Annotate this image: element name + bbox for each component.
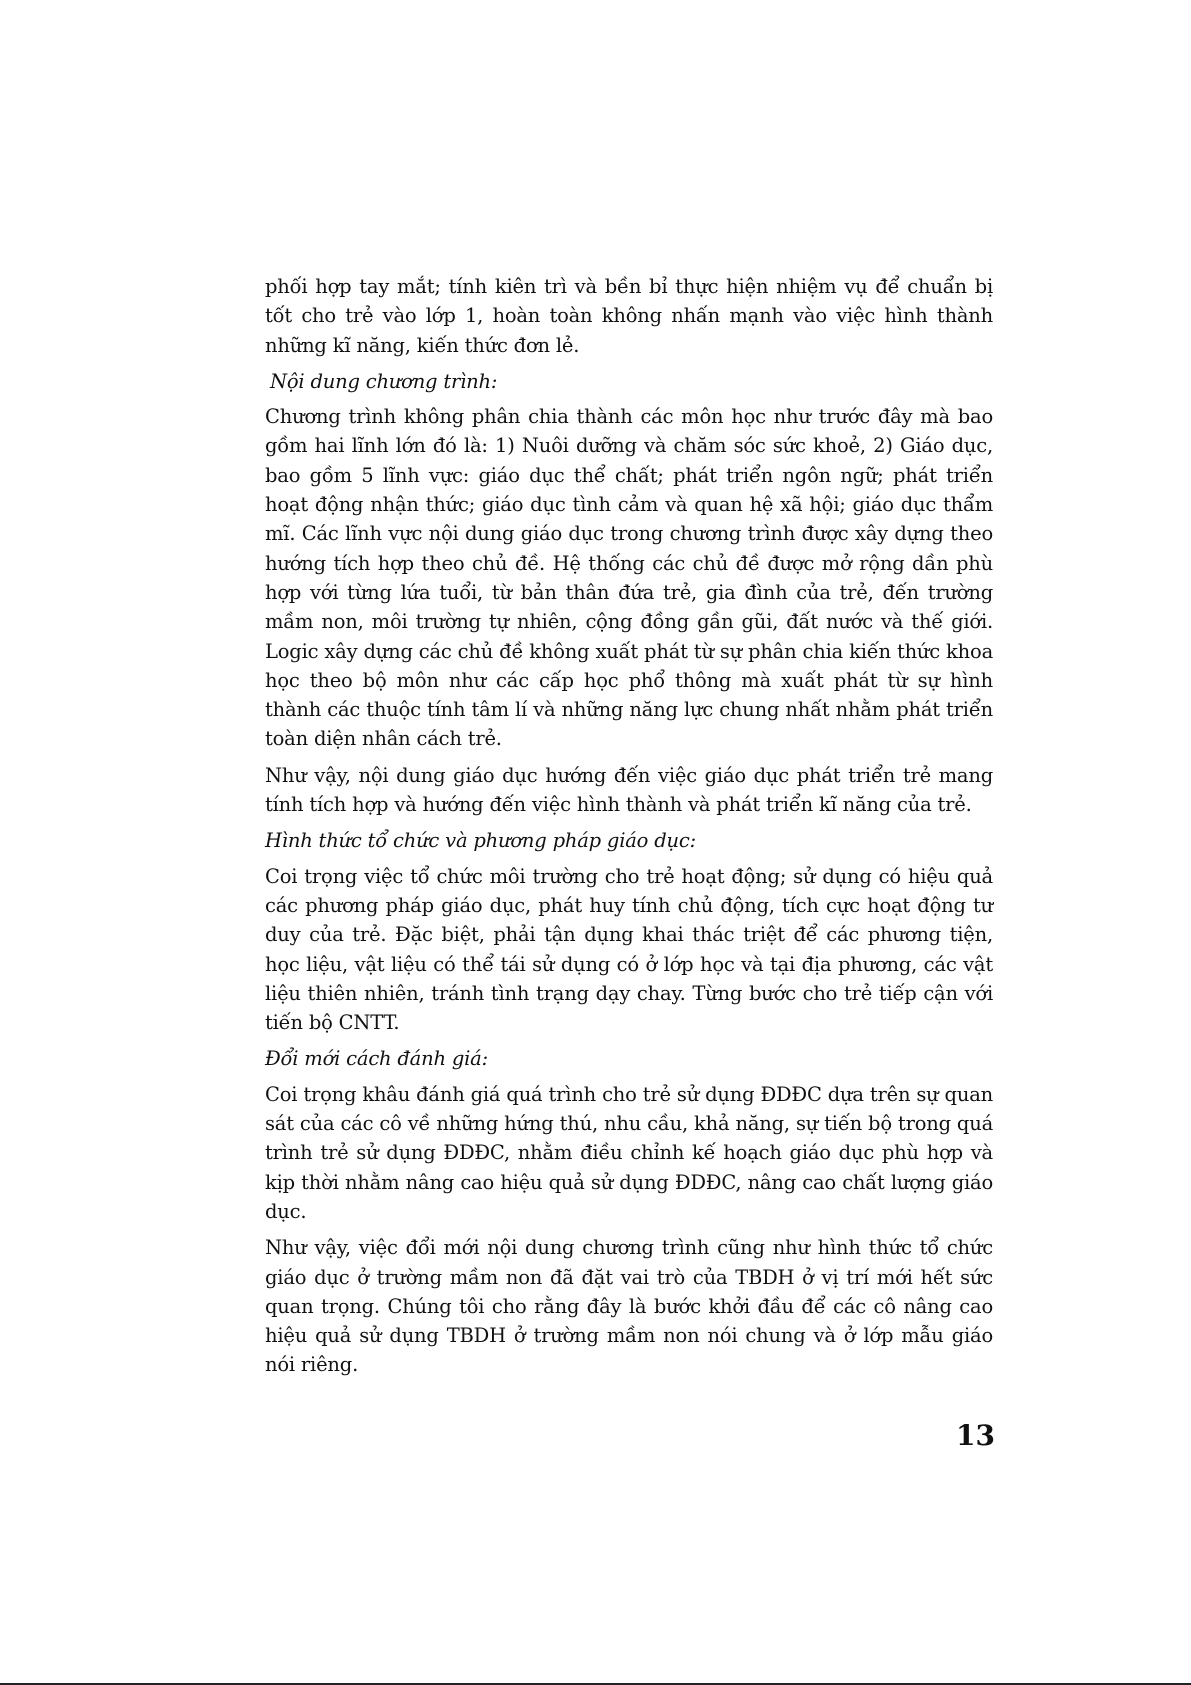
paragraph-conclusion: Như vậy, việc đổi mới nội dung chương trình cũng như hình thức tổ chức giáo dục ở trường mầm non đã đặt vai trò của TBDH ở vị trí mới hết sức quan trọng. Chúng tôi cho rằng đây là bước khởi đầu để các cô nâng cao hiệu quả sử dụng TBDH ở trường mầm non nói chung và ở lớp mẫu giáo nói riêng.	[265, 1236, 993, 1377]
body-text	[265, 272, 993, 1387]
heading-assessment-reform: Đổi mới cách đánh giá:	[265, 1047, 488, 1071]
heading-organization-methods: Hình thức tổ chức và phương pháp giáo dục:	[265, 829, 696, 853]
paragraph-continuation: phối hợp tay mắt; tính kiên trì và bền bỉ thực hiện nhiệm vụ để chuẩn bị tốt cho trẻ vào lớp 1, hoàn toàn không nhấn mạnh vào việc hình thành những kĩ năng, kiến thức đơn lẻ.	[265, 275, 993, 357]
heading-program-content: Nội dung chương trình:	[270, 369, 498, 393]
page-number: 13	[956, 1419, 995, 1452]
paragraph-content-summary: Như vậy, nội dung giáo dục hướng đến việc giáo dục phát triển trẻ mang tính tích hợp và hướng đến việc hình thành và phát triển kĩ năng của trẻ.	[265, 763, 993, 817]
paragraph-assessment-reform: Coi trọng khâu đánh giá quá trình cho trẻ sử dụng ĐDĐC dựa trên sự quan sát của các cô về những hứng thú, nhu cầu, khả năng, sự tiến bộ trong quá trình trẻ sử dụng ĐDĐC, nhằm điều chỉnh kế hoạch giáo dục phù hợp và kịp thời nhằm nâng cao hiệu quả sử dụng ĐDĐC, nâng cao chất lượng giáo dục.	[265, 1082, 993, 1223]
paragraph-program-structure: Chương trình không phân chia thành các môn học như trước đây mà bao gồm hai lĩnh lớn đó là: 1) Nuôi dưỡng và chăm sóc sức khoẻ, 2) Giáo dục, bao gồm 5 lĩnh vực: giáo dục thể chất; phát triển ngôn ngữ; phát triển hoạt động nhận thức; giáo dục tình cảm và quan hệ xã hội; giáo dục thẩm mĩ. Các lĩnh vực nội dung giáo dục trong chương trình được xây dựng theo hướng tích hợp theo chủ đề. Hệ thống các chủ đề được mở rộng dần phù hợp với từng lứa tuổi, từ bản thân đứa trẻ, gia đình của trẻ, đến trường mầm non, môi trường tự nhiên, cộng đồng gần gũi, đất nước và thế giới. Logic xây dựng các chủ đề không xuất phát từ sự phân chia kiến thức khoa học theo bộ môn như các cấp học phổ thông mà xuất phát từ sự hình thành các thuộc tính tâm lí và những năng lực chung nhất nhằm phát triển toàn diện nhân cách trẻ.	[265, 405, 993, 751]
paragraph-organization-methods: Coi trọng việc tổ chức môi trường cho trẻ hoạt động; sử dụng có hiệu quả các phương pháp giáo dục, phát huy tính chủ động, tích cực hoạt động tư duy của trẻ. Đặc biệt, phải tận dụng khai thác triệt để các phương tiện, học liệu, vật liệu có thể tái sử dụng có ở lớp học và tại địa phương, các vật liệu thiên nhiên, tránh tình trạng dạy chay. Từng bước cho trẻ tiếp cận với tiến bộ CNTT.	[265, 864, 993, 1035]
